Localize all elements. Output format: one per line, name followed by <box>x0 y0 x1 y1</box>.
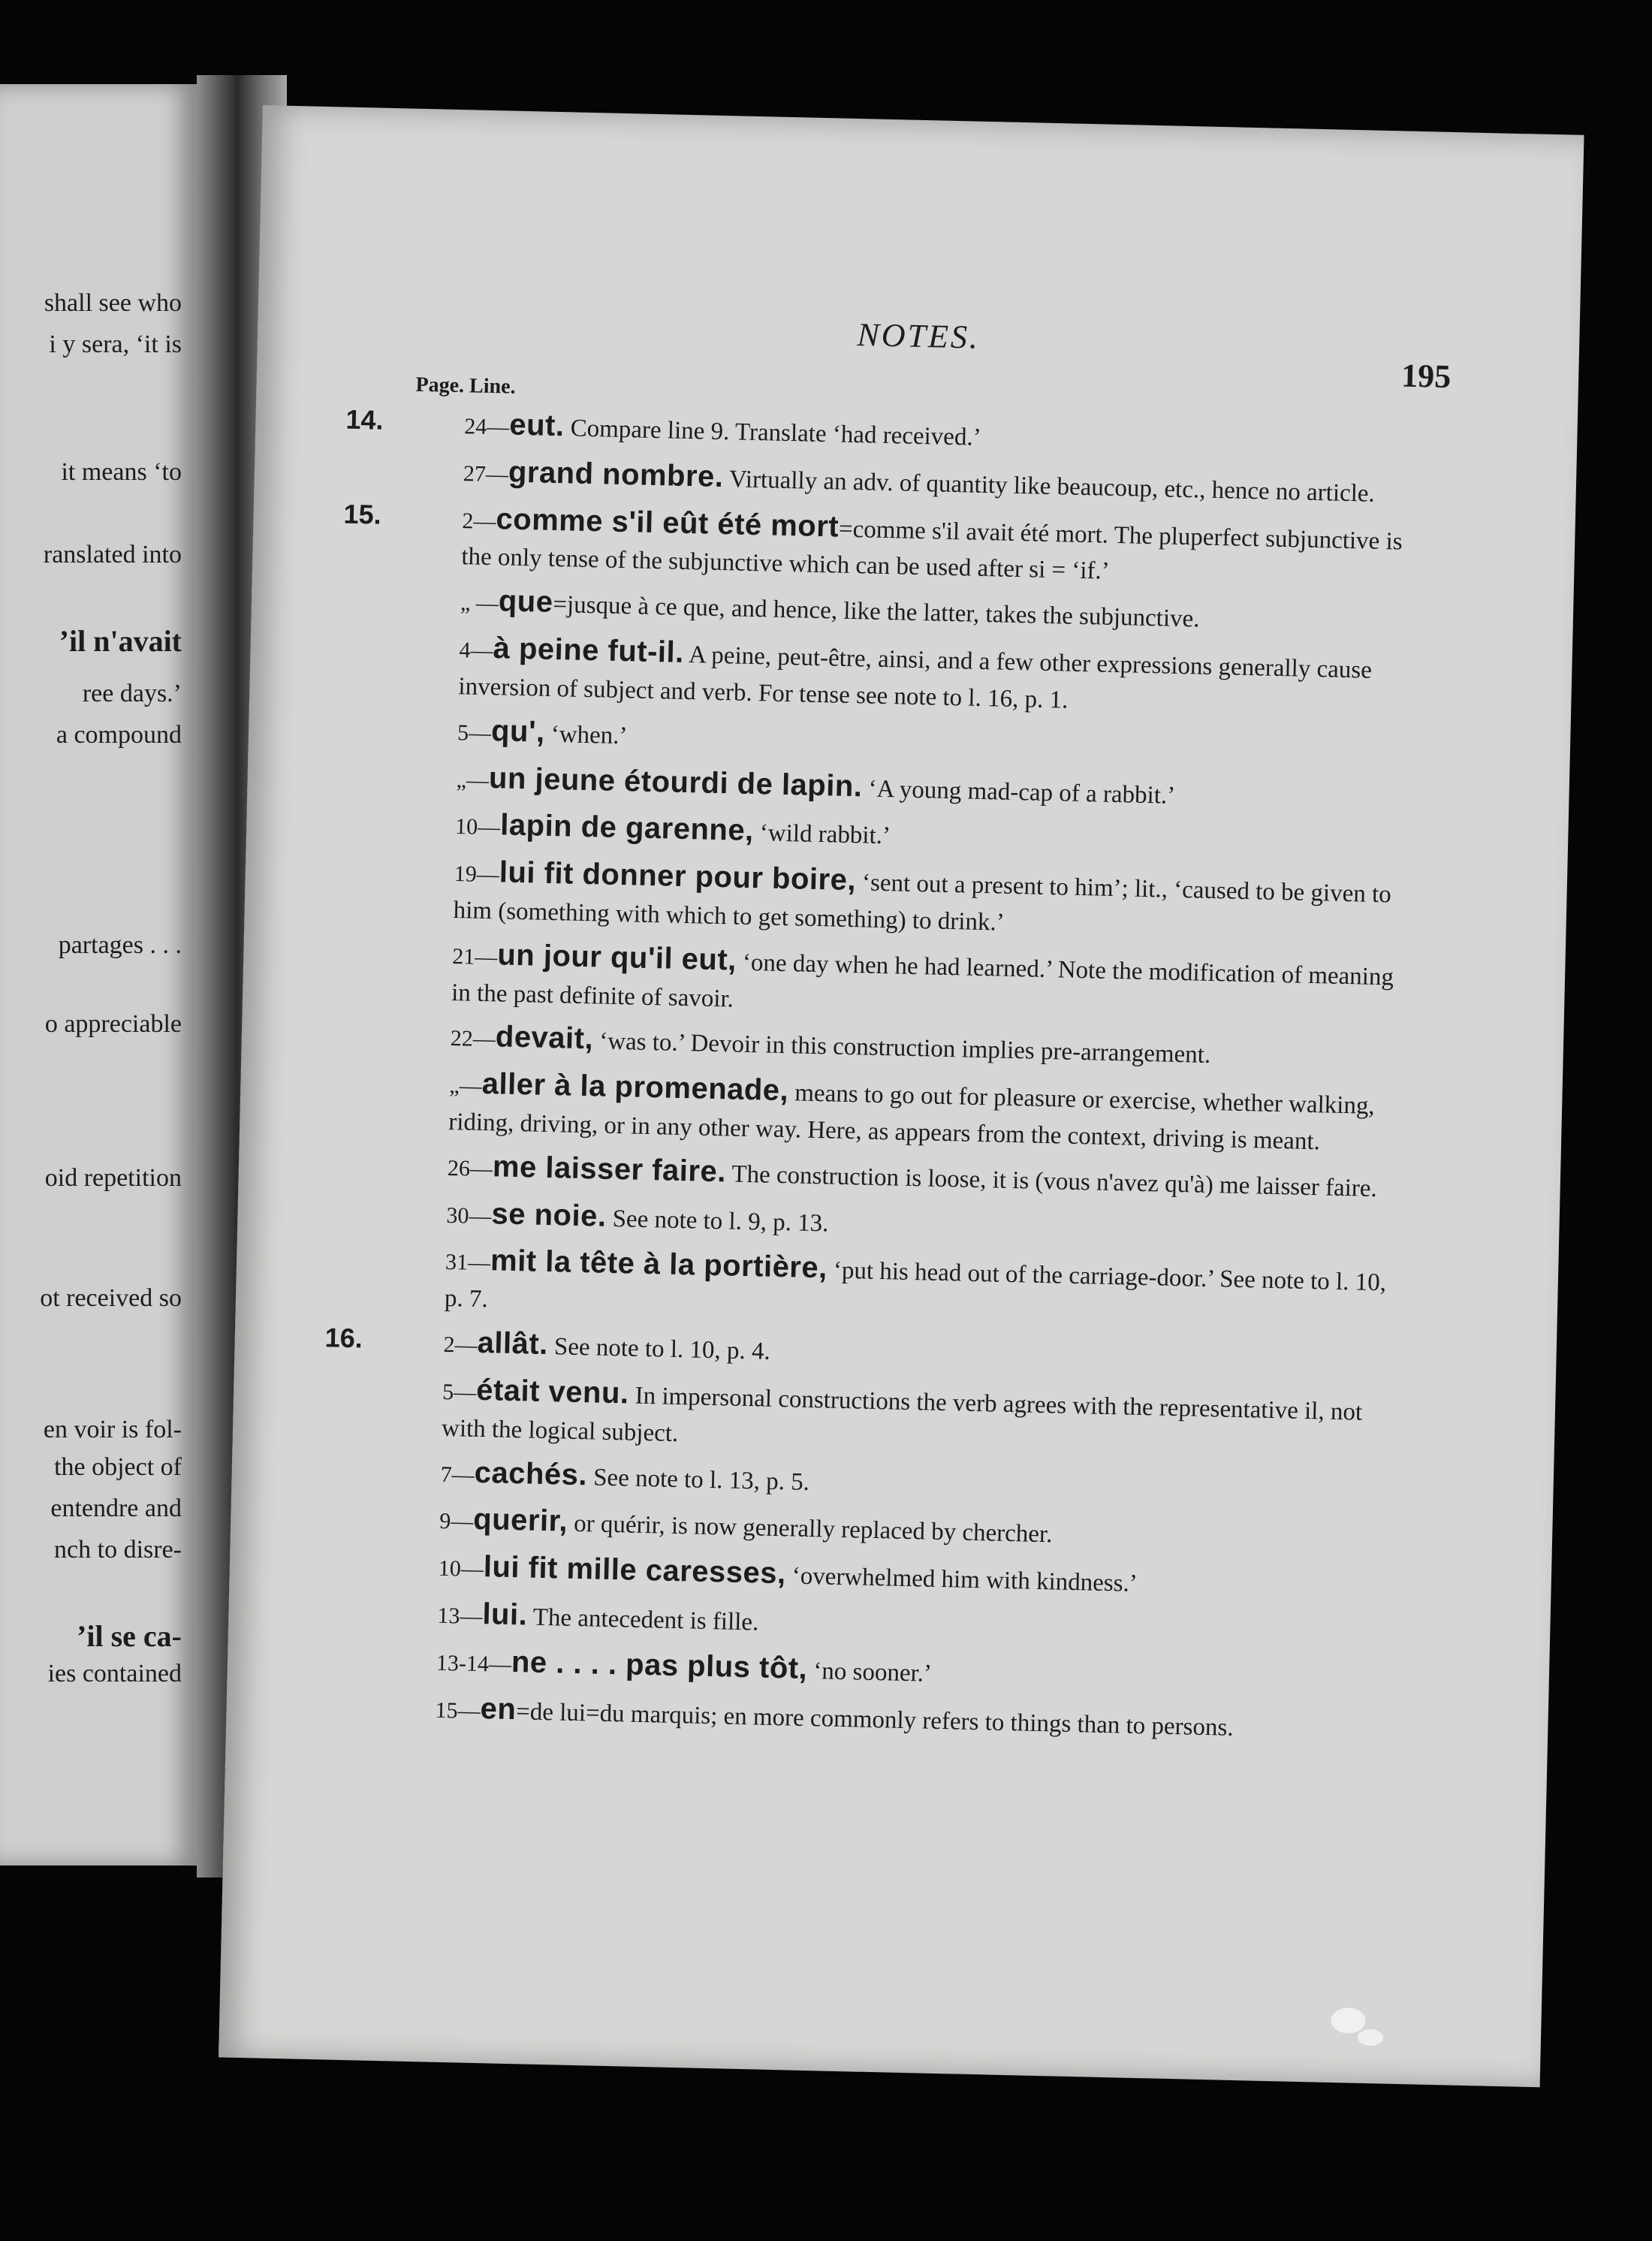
page-number: 195 <box>1400 357 1452 395</box>
note-explanation: ‘when.’ <box>544 720 628 750</box>
note-headword: allât. <box>477 1326 549 1362</box>
note-headword: que <box>498 584 554 620</box>
left-page-text-fragment: oid repetition <box>44 1164 182 1192</box>
note-explanation: The antecedent is fille. <box>526 1603 759 1636</box>
book-page <box>219 105 1584 2087</box>
note-line-number: 10— <box>454 814 501 840</box>
note-headword: lui fit mille caresses, <box>483 1550 787 1591</box>
left-page-text-fragment: i y sera, ‘it is <box>49 330 182 358</box>
note-explanation: ‘A young mad-cap of a rabbit.’ <box>861 774 1176 810</box>
note-page-number: 14. <box>345 403 384 436</box>
note-line-number: 5— <box>442 1379 477 1405</box>
note-line-number: 15— <box>435 1697 481 1724</box>
note-line-number: 2— <box>443 1332 478 1359</box>
note-explanation: In impersonal constructions the verb agrees with the representative il, not with the logical subject. <box>441 1382 1363 1447</box>
note-headword: mit la tête à la portière, <box>490 1244 828 1285</box>
left-page-fragment <box>0 84 197 1865</box>
note-line-number: 5— <box>457 719 492 746</box>
note-headword: grand nombre. <box>508 455 724 493</box>
left-page-text-fragment: entendre and <box>50 1495 182 1522</box>
note-line-number: 26— <box>447 1155 493 1182</box>
left-page-text-fragment: ot received so <box>40 1284 182 1312</box>
left-page-text-fragment: ’il se ca- <box>77 1619 182 1653</box>
page-header-title: NOTES. <box>856 316 981 356</box>
note-explanation: ‘one day when he had learned.’ Note the modification of meaning in the past definite of savoir. <box>451 949 1394 1013</box>
note-explanation: ‘sent out a present to him’; lit., ‘caused to be given to him (something with which to get something) to drink.’ <box>453 869 1392 937</box>
note-headword: lui. <box>481 1597 528 1632</box>
note-headword: devait, <box>495 1020 594 1056</box>
note-page-number: 16. <box>324 1322 363 1354</box>
note-headword: me laisser faire. <box>492 1150 727 1189</box>
notes-list <box>316 400 1412 1755</box>
note-explanation: means to go out for pleasure or exercise, whether walking, riding, driving, or in any other way. Here, as appears from the context, driving is meant. <box>448 1079 1376 1156</box>
note-explanation: Virtually an adv. of quantity like beaucoup, etc., hence no article. <box>722 465 1376 508</box>
column-label: Page. Line. <box>415 372 516 399</box>
note-line-number: 21— <box>451 943 498 970</box>
note-headword: en <box>480 1691 517 1726</box>
note-line-number: „— <box>456 767 490 793</box>
left-page-text-fragment: ree days.’ <box>82 680 182 707</box>
left-page-text-fragment: nch to disre- <box>54 1536 182 1564</box>
note-headword: cachés. <box>474 1455 588 1491</box>
note-line-number: 7— <box>440 1461 475 1488</box>
left-page-text-fragment: o appreciable <box>44 1010 182 1038</box>
left-page-text-fragment: ranslated into <box>43 541 182 569</box>
note-line-number: 2— <box>462 508 496 534</box>
note-headword: aller à la promenade, <box>481 1067 789 1108</box>
note-explanation: ‘was to.’ Devoir in this construction implies pre-arrangement. <box>592 1027 1211 1069</box>
note-line-number: 24— <box>463 414 510 440</box>
note-explanation: or quérir, is now generally replaced by chercher. <box>567 1510 1053 1549</box>
note-headword: à peine fut-il. <box>493 632 685 669</box>
note-explanation: ‘overwhelmed him with kindness.’ <box>785 1562 1138 1598</box>
note-line-number: 27— <box>463 460 509 487</box>
note-line-number: 9— <box>439 1509 474 1535</box>
note-line-number: 19— <box>454 861 500 888</box>
note-explanation: ‘put his head out of the carriage-door.’ See note to l. 10, p. 7. <box>444 1256 1387 1314</box>
note-headword: était venu. <box>475 1373 630 1410</box>
note-headword: qu', <box>490 713 546 749</box>
note-line-number: „— <box>449 1073 483 1099</box>
left-page-text-fragment: it means ‘to <box>61 458 182 486</box>
note-headword: lapin de garenne, <box>499 808 755 848</box>
note-headword: lui fit donner pour boire, <box>499 855 857 897</box>
note-explanation: =jusque à ce que, and hence, like the latter, takes the subjunctive. <box>553 591 1200 633</box>
note-explanation: See note to l. 10, p. 4. <box>547 1333 771 1365</box>
left-page-text-fragment: en voir is fol- <box>43 1416 182 1443</box>
note-line-number: 13-14— <box>436 1650 512 1677</box>
note-line-number: 22— <box>450 1026 496 1052</box>
left-page-text-fragment: partages . . . <box>58 931 182 959</box>
note-headword: querir, <box>472 1503 568 1539</box>
note-explanation: See note to l. 13, p. 5. <box>586 1463 810 1496</box>
left-page-text-fragment: ies contained <box>47 1660 182 1688</box>
note-headword: eut. <box>508 408 565 443</box>
note-explanation: ‘no sooner.’ <box>806 1657 933 1688</box>
note-explanation: Compare line 9. Translate ‘had received.’ <box>564 415 982 451</box>
note-line-number: 30— <box>446 1202 492 1229</box>
note-headword: comme s'il eût été mort <box>496 502 840 544</box>
note-headword: ne . . . . pas plus tôt, <box>511 1645 808 1685</box>
note-headword: un jeune étourdi de lapin. <box>488 761 863 803</box>
note-page-number: 15. <box>343 498 382 530</box>
note-headword: un jour qu'il eut, <box>496 938 737 977</box>
note-explanation: =de lui=du marquis; en more commonly refers to things than to persons. <box>515 1697 1234 1742</box>
left-page-text-fragment: shall see who <box>44 289 182 317</box>
note-line-number: 4— <box>459 638 493 664</box>
paper-blemish <box>1331 2007 1366 2034</box>
note-explanation: =comme s'il avait été mort. The pluperfect subjunctive is the only tense of the subjunctive which can be used after si = ‘if.’ <box>461 515 1403 586</box>
left-page-text-fragment: the object of <box>54 1453 182 1481</box>
note-explanation: The construction is loose, it is (vous n'avez qu'à) me laisser faire. <box>725 1160 1378 1202</box>
note-explanation: ‘wild rabbit.’ <box>753 819 891 850</box>
left-page-text-fragment: a compound <box>56 721 182 749</box>
note-headword: se noie. <box>491 1196 607 1233</box>
note-line-number: 10— <box>438 1555 484 1582</box>
note-line-number: 13— <box>437 1603 483 1630</box>
note-line-number: „ — <box>460 590 499 617</box>
note-explanation: See note to l. 9, p. 13. <box>606 1205 829 1238</box>
note-explanation: A peine, peut-être, ainsi, and a few other expressions generally cause inversion of subject and verb. For tense see note to l. 16, p. 1. <box>458 641 1373 714</box>
left-page-text-fragment: ’il n'avait <box>59 624 182 658</box>
note-line-number: 31— <box>445 1250 491 1276</box>
